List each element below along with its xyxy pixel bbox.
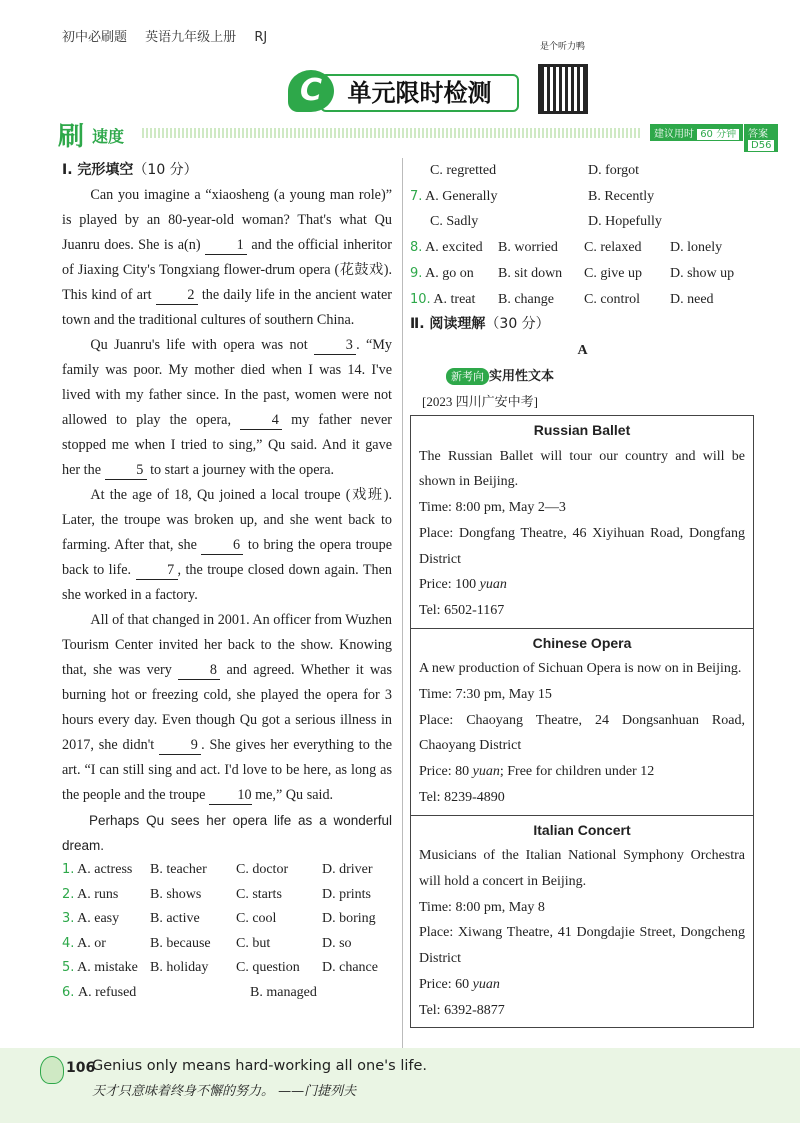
footer bbox=[0, 1048, 800, 1123]
option-row-6 bbox=[62, 981, 392, 1006]
option-b[interactable]: B. managed bbox=[250, 984, 317, 1000]
cloze-text: Qu Juanru's life with opera was not bbox=[90, 337, 315, 353]
ad-time: Time: 8:00 pm, May 2—3 bbox=[419, 500, 566, 516]
cloze-text: . “My family was poor. My mother died when I was 14. I've lived with my father since. In the past, women were not allowed to play the opera, bbox=[62, 337, 392, 428]
cloze-blank[interactable]: 3 bbox=[314, 336, 356, 355]
cloze-blank[interactable]: 7 bbox=[136, 561, 178, 580]
running-header bbox=[62, 26, 281, 45]
option-c[interactable]: C. doctor bbox=[236, 862, 289, 877]
cloze-blank[interactable]: 5 bbox=[105, 461, 147, 480]
price-unit: yuan bbox=[479, 577, 507, 593]
cloze-text: to start a journey with the opera. bbox=[146, 462, 335, 478]
cloze-blank[interactable]: 4 bbox=[240, 411, 282, 430]
section-reading-title bbox=[410, 312, 755, 338]
option-c[interactable]: C. give up bbox=[584, 265, 642, 281]
option-d[interactable]: D. chance bbox=[322, 960, 378, 975]
column-divider bbox=[402, 158, 403, 1048]
option-row bbox=[62, 883, 392, 908]
cloze-text: my father never stopped me when I tried to sing,” Qu said. And it gave her the bbox=[62, 412, 393, 478]
option-a[interactable]: A. easy bbox=[74, 911, 120, 926]
section-score: （30 分） bbox=[485, 316, 550, 333]
option-a[interactable]: A. Generally bbox=[425, 188, 498, 204]
price-unit: yuan bbox=[472, 764, 500, 780]
options-left bbox=[62, 858, 392, 981]
ad-card bbox=[411, 816, 753, 1028]
price-unit: yuan bbox=[472, 976, 500, 992]
unit-title bbox=[288, 70, 518, 112]
ad-tel: Tel: 6392-8877 bbox=[419, 1002, 505, 1018]
ad-intro: A new production of Sichuan Opera is now on in Beijing. bbox=[419, 661, 742, 677]
section-cloze-title bbox=[62, 158, 392, 183]
option-number: 1. bbox=[62, 862, 75, 877]
ad-time: Time: 8:00 pm, May 8 bbox=[419, 899, 545, 915]
ad-box bbox=[410, 415, 754, 1028]
price-text: Price: 80 bbox=[419, 764, 473, 780]
option-b[interactable]: B. change bbox=[498, 291, 554, 307]
option-row-7b bbox=[410, 209, 755, 235]
option-number: 10. bbox=[410, 291, 431, 307]
cloze-text: and the official inheritor of Jiaxing City's Tongxiang flower-drum opera (花鼓戏). This kind of art bbox=[62, 237, 392, 303]
option-d[interactable]: D. lonely bbox=[670, 240, 723, 256]
ad-intro: Musicians of the Italian National Symphony Orchestra will hold a concert in Beijing. bbox=[419, 848, 745, 889]
ad-card bbox=[411, 416, 753, 629]
footer-quote-en: Genius only means hard-working all one's life. bbox=[92, 1058, 428, 1074]
option-number: 2. bbox=[62, 886, 75, 902]
option-b[interactable]: B. Recently bbox=[588, 188, 655, 204]
series-name: 初中必刷题 bbox=[62, 30, 128, 45]
options-right bbox=[410, 235, 755, 312]
qr-label: 是个听力鸭 bbox=[540, 42, 586, 52]
page-number: 106 bbox=[66, 1060, 96, 1076]
option-d[interactable]: D. boring bbox=[322, 911, 376, 926]
option-c[interactable]: C. starts bbox=[236, 886, 282, 902]
ad-title: Russian Ballet bbox=[533, 422, 631, 439]
cloze-last-line: Perhaps Qu sees her opera life as a wonderful dream. bbox=[62, 813, 392, 853]
option-d[interactable]: D. forgot bbox=[588, 163, 640, 178]
cloze-text: . She gives her everything to the art. “I can still sing and act. I'd love to be here, as long as the people and the troupe bbox=[62, 737, 392, 803]
qr-code-icon[interactable] bbox=[538, 64, 588, 114]
decorative-stripe bbox=[142, 128, 642, 138]
footer-quote-zh: 天才只意味着终身不懈的努力。 ——门捷列夫 bbox=[92, 1084, 357, 1099]
cloze-text: , the troupe closed down again. Then she worked in a factory. bbox=[62, 562, 392, 603]
ad-intro: The Russian Ballet will tour our country and will be shown in Beijing. bbox=[419, 448, 745, 490]
option-number: 4. bbox=[62, 935, 75, 951]
option-d[interactable]: D. prints bbox=[322, 886, 371, 902]
option-d[interactable]: D. show up bbox=[670, 265, 735, 281]
option-b[interactable]: B. holiday bbox=[150, 960, 209, 975]
ad-title: Italian Concert bbox=[533, 821, 631, 838]
option-row-7 bbox=[410, 184, 755, 210]
cloze-text: the daily life in the ancient water town and the traditional cultures of southern China. bbox=[62, 287, 392, 328]
option-c[interactable]: C. Sadly bbox=[430, 214, 479, 230]
ad-time: Time: 7:30 pm, May 15 bbox=[419, 687, 552, 703]
option-a[interactable]: A. go on bbox=[422, 265, 474, 281]
section-score: （10 分） bbox=[133, 162, 198, 178]
left-column bbox=[62, 158, 392, 1005]
speed-label: 速度 bbox=[92, 127, 125, 146]
lightbulb-icon bbox=[40, 1056, 64, 1084]
answer-label: 答案 bbox=[748, 129, 768, 140]
ad-price bbox=[419, 972, 745, 998]
option-number: 7. bbox=[410, 188, 423, 204]
cloze-text: to bring the opera troupe back to life. bbox=[62, 537, 393, 578]
section-title: Ⅰ. 完形填空 bbox=[62, 162, 134, 178]
option-d[interactable]: D. need bbox=[670, 291, 714, 307]
cloze-blank[interactable]: 10 bbox=[209, 786, 252, 805]
shua-label: 刷 bbox=[58, 122, 85, 152]
option-row bbox=[62, 907, 392, 932]
suggested-time bbox=[650, 124, 743, 141]
cloze-text: and agreed. Whether it was burning hot or freezing cold, she played the opera for 3 hours every day. Even though Qu got a serious illness in 2017, she didn't bbox=[62, 662, 392, 753]
option-c[interactable]: C. cool bbox=[236, 911, 277, 926]
ad-price bbox=[419, 759, 745, 785]
cloze-blank[interactable]: 9 bbox=[159, 736, 201, 755]
cloze-blank[interactable]: 1 bbox=[205, 236, 247, 255]
option-c[interactable]: C. control bbox=[584, 291, 640, 307]
option-row bbox=[410, 235, 755, 261]
cloze-paragraph bbox=[62, 183, 392, 333]
option-row bbox=[410, 287, 755, 313]
new-trend-badge: 新考向 bbox=[446, 368, 489, 385]
option-a[interactable]: A. refused bbox=[78, 984, 137, 1000]
answer-page: D56 bbox=[748, 140, 774, 151]
ad-tel: Tel: 8239-4890 bbox=[419, 789, 505, 805]
ad-place: Place: Xiwang Theatre, 41 Dongdajie Street, Dongcheng District bbox=[419, 925, 745, 967]
option-row bbox=[410, 261, 755, 287]
right-column bbox=[410, 158, 755, 1028]
option-b[interactable]: B. teacher bbox=[150, 862, 207, 877]
cloze-text: me,” Qu said. bbox=[251, 787, 334, 803]
answer-ref bbox=[744, 124, 778, 152]
option-d[interactable]: D. Hopefully bbox=[588, 214, 662, 230]
option-b[interactable]: B. because bbox=[150, 935, 211, 951]
cloze-paragraph bbox=[62, 483, 392, 608]
text-type-label: 实用性文本 bbox=[489, 368, 555, 384]
c-logo-icon: C bbox=[288, 70, 334, 112]
option-row bbox=[62, 858, 392, 883]
cloze-text: All of that changed in 2001. An officer from Wuzhen Tourism Center invited her back to the show. Knowing that, she was very bbox=[62, 612, 392, 678]
option-c[interactable]: C. but bbox=[236, 935, 271, 951]
option-number: 6. bbox=[62, 984, 75, 1000]
speed-bar bbox=[58, 118, 772, 152]
option-c[interactable]: C. question bbox=[236, 960, 300, 975]
book-name: 英语九年级上册 bbox=[145, 30, 237, 45]
text-type bbox=[410, 364, 755, 390]
option-b[interactable]: B. worried bbox=[498, 240, 558, 256]
edition: RJ bbox=[254, 30, 268, 45]
option-b[interactable]: B. sit down bbox=[498, 265, 563, 281]
exam-source: [2023 四川广安中考] bbox=[422, 394, 538, 410]
cloze-blank[interactable]: 2 bbox=[156, 286, 198, 305]
cloze-blank[interactable]: 8 bbox=[178, 661, 220, 680]
price-text: Price: 60 bbox=[419, 976, 473, 992]
cloze-blank[interactable]: 6 bbox=[201, 536, 243, 555]
option-c[interactable]: C. regretted bbox=[430, 163, 497, 178]
cloze-paragraph bbox=[62, 333, 392, 483]
option-number: 8. bbox=[410, 240, 423, 256]
ad-title: Chinese Opera bbox=[532, 634, 632, 651]
time-value: 60 分钟 bbox=[697, 129, 739, 140]
option-a[interactable]: A. excited bbox=[422, 240, 483, 256]
option-a[interactable]: A. actress bbox=[74, 862, 133, 877]
option-b[interactable]: B. shows bbox=[150, 886, 202, 902]
option-number: 5. bbox=[62, 960, 75, 975]
option-row bbox=[62, 956, 392, 981]
option-row-6-cont bbox=[410, 158, 755, 184]
option-number: 3. bbox=[62, 911, 75, 926]
cloze-paragraph bbox=[62, 608, 392, 808]
ad-place: Place: Chaoyang Theatre, 24 Dongsanhuan Road, Chaoyang District bbox=[419, 712, 745, 754]
ad-price bbox=[419, 572, 745, 598]
option-c[interactable]: C. relaxed bbox=[584, 240, 642, 256]
cloze-text: At the age of 18, Qu joined a local troupe (戏班). Later, the troupe was broken up, and she went back to farming. After that, she bbox=[62, 487, 392, 553]
section-title: Ⅱ. 阅读理解 bbox=[410, 316, 486, 333]
option-d[interactable]: D. so bbox=[322, 935, 352, 951]
option-a[interactable]: A. mistake bbox=[74, 960, 138, 975]
option-number: 9. bbox=[410, 265, 423, 281]
price-text: Price: 100 bbox=[419, 577, 480, 593]
option-a[interactable]: A. runs bbox=[74, 886, 119, 902]
cloze-passage bbox=[62, 183, 392, 808]
time-label: 建议用时 bbox=[654, 129, 694, 140]
price-note: ; Free for children under 12 bbox=[499, 764, 655, 780]
option-d[interactable]: D. driver bbox=[322, 862, 373, 877]
unit-title-text: 单元限时检测 bbox=[320, 74, 519, 112]
ad-place: Place: Dongfang Theatre, 46 Xiyihuan Road, Dongfang District bbox=[419, 525, 745, 567]
cloze-text: Can you imagine a “xiaosheng (a young man role)” is played by an 80-year-old woman? That's what Qu Juanru does. She is a(n) bbox=[62, 187, 392, 253]
option-a[interactable]: A. or bbox=[74, 935, 106, 951]
ad-card bbox=[411, 629, 753, 816]
ad-tel: Tel: 6502-1167 bbox=[419, 602, 505, 618]
option-b[interactable]: B. active bbox=[150, 911, 200, 926]
option-a[interactable]: A. treat bbox=[430, 291, 476, 307]
option-row bbox=[62, 932, 392, 957]
part-a-label: A bbox=[577, 342, 588, 358]
